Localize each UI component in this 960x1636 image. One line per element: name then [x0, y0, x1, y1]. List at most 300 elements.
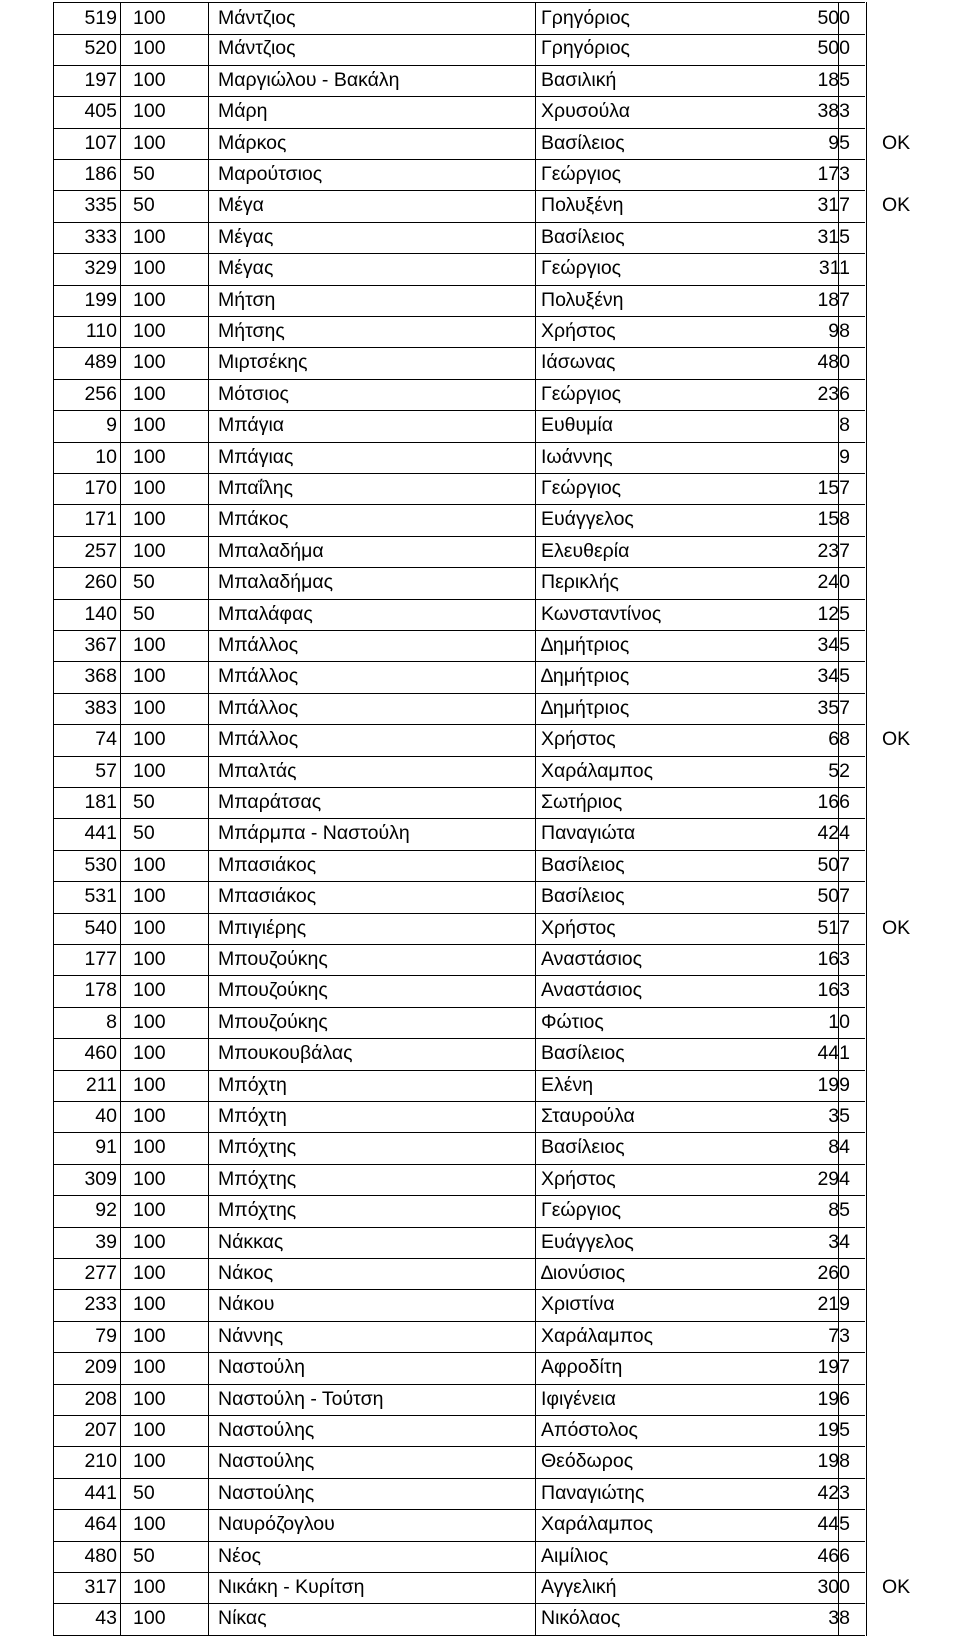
surname-cell: Μαρούτσιος: [218, 163, 323, 185]
amount-cell: 38: [828, 1607, 850, 1630]
share-value-cell: 100: [133, 7, 166, 29]
row-number-cell: 177: [84, 948, 117, 970]
given-name-cell: Ευάγγελος: [541, 508, 634, 531]
share-value-cell: 100: [133, 1073, 166, 1096]
ok-flag-cell: [882, 1384, 942, 1415]
amount-cell: 219: [817, 1293, 850, 1316]
ok-flag-cell: OK: [882, 131, 911, 154]
amount-cell: 166: [817, 791, 850, 813]
ok-flag-cell: [882, 975, 942, 1006]
share-value-cell: 100: [133, 477, 166, 499]
amount-cell: 195: [817, 1419, 850, 1441]
ok-flag-cell: [882, 1007, 942, 1038]
ok-flag-cell: [882, 1101, 942, 1132]
ok-flag-cell: [882, 756, 942, 787]
amount-cell: 10: [828, 1010, 850, 1033]
amount-cell: 237: [817, 539, 850, 562]
ok-flag-cell: [882, 159, 942, 190]
given-name-cell: Ελένη: [541, 1073, 594, 1096]
table-row: [53, 693, 865, 725]
table-row: [53, 1415, 865, 1447]
table-row: [53, 347, 865, 379]
row-number-cell: 207: [84, 1419, 117, 1441]
share-value-cell: 50: [133, 1481, 155, 1504]
row-number-cell: 92: [95, 1199, 117, 1222]
given-name-cell: Σταυρούλα: [541, 1105, 635, 1127]
ok-flag-cell: [882, 1541, 942, 1572]
table-row: [53, 190, 911, 222]
share-value-cell: 100: [133, 696, 166, 719]
amount-cell: 507: [817, 853, 850, 876]
ok-flag-cell: [882, 379, 942, 410]
row-number-cell: 405: [84, 100, 117, 123]
amount-cell: 163: [817, 948, 850, 970]
ok-flag-cell: [882, 850, 942, 881]
column-divider: [838, 2, 839, 1636]
ok-flag-cell: [882, 944, 942, 975]
table-row: [53, 724, 911, 756]
amount-cell: 196: [817, 1387, 850, 1410]
row-number-cell: 57: [95, 759, 117, 782]
table-row: [53, 1509, 865, 1541]
given-name-cell: Γεώργιος: [541, 1199, 622, 1222]
surname-cell: Μπόχτης: [218, 1167, 297, 1190]
table-row: [53, 599, 865, 631]
ok-flag-cell: [882, 473, 942, 504]
row-number-cell: 186: [84, 163, 117, 185]
share-value-cell: 100: [133, 351, 166, 374]
surname-cell: Μπαΐλης: [218, 477, 294, 499]
row-number-cell: 208: [84, 1387, 117, 1410]
row-number-cell: 309: [84, 1167, 117, 1190]
share-value-cell: 100: [133, 382, 166, 405]
share-value-cell: 100: [133, 1576, 166, 1598]
row-number-cell: 91: [95, 1136, 117, 1159]
given-name-cell: Ιάσωνας: [541, 351, 616, 374]
table-row: [53, 536, 865, 568]
given-name-cell: Γεώργιος: [541, 382, 622, 405]
given-name-cell: ∆ημήτριος: [541, 634, 630, 656]
table-row: [53, 379, 865, 411]
share-value-cell: 100: [133, 68, 166, 91]
surname-cell: Νάννης: [218, 1324, 284, 1347]
surname-cell: Μπάρμπα - Ναστούλη: [218, 822, 410, 845]
row-number-cell: 43: [95, 1607, 117, 1630]
surname-cell: Μότσιος: [218, 382, 289, 405]
amount-cell: 158: [817, 508, 850, 531]
given-name-cell: Πολυξένη: [541, 288, 624, 311]
surname-cell: Μπόχτης: [218, 1136, 297, 1159]
share-value-cell: 100: [133, 1262, 166, 1284]
given-name-cell: Ιωάννης: [541, 445, 613, 468]
row-number-cell: 540: [84, 916, 117, 939]
table-row: [53, 1541, 865, 1573]
given-name-cell: Βασιλική: [541, 68, 617, 91]
share-value-cell: 50: [133, 1544, 155, 1567]
table-row: [53, 1007, 865, 1039]
amount-cell: 157: [817, 477, 850, 499]
surname-cell: Μπάλλος: [218, 665, 299, 688]
amount-cell: 500: [817, 7, 850, 29]
surname-cell: Μπασιάκος: [218, 853, 317, 876]
row-number-cell: 464: [84, 1513, 117, 1536]
surname-cell: Μπάλλος: [218, 728, 299, 751]
amount-cell: 383: [817, 100, 850, 123]
amount-cell: 68: [828, 728, 850, 751]
row-number-cell: 441: [84, 822, 117, 845]
surname-cell: Μπόχτη: [218, 1105, 287, 1127]
given-name-cell: Γρηγόριος: [541, 37, 630, 60]
amount-cell: 423: [817, 1481, 850, 1504]
ok-flag-cell: [882, 33, 942, 64]
surname-cell: Μπόχτη: [218, 1073, 287, 1096]
surname-cell: Μιρτσέκης: [218, 351, 308, 374]
row-number-cell: 531: [84, 885, 117, 908]
given-name-cell: Θεόδωρος: [541, 1450, 634, 1473]
surname-cell: Μπαλτάς: [218, 759, 297, 782]
amount-cell: 84: [828, 1136, 850, 1159]
share-value-cell: 50: [133, 163, 155, 185]
share-value-cell: 100: [133, 445, 166, 468]
row-number-cell: 178: [84, 979, 117, 1002]
table-row: [53, 222, 865, 254]
share-value-cell: 100: [133, 665, 166, 688]
amount-cell: 345: [817, 634, 850, 656]
row-number-cell: 317: [84, 1576, 117, 1598]
given-name-cell: ∆ημήτριος: [541, 665, 630, 688]
row-number-cell: 209: [84, 1356, 117, 1379]
given-name-cell: Κωνσταντίνος: [541, 602, 662, 625]
ok-flag-cell: [882, 442, 942, 473]
surname-cell: Μάρη: [218, 100, 268, 123]
ok-flag-cell: [882, 1321, 942, 1352]
surname-cell: Μπάγιας: [218, 445, 294, 468]
table-row: [53, 913, 911, 945]
share-value-cell: 100: [133, 853, 166, 876]
share-value-cell: 100: [133, 1513, 166, 1536]
table-row: [53, 65, 865, 97]
given-name-cell: Βασίλειος: [541, 1136, 625, 1159]
surname-cell: Νάκκας: [218, 1230, 284, 1253]
row-number-cell: 9: [106, 414, 117, 437]
ok-flag-cell: OK: [882, 916, 911, 939]
share-value-cell: 100: [133, 257, 166, 280]
amount-cell: 35: [828, 1105, 850, 1127]
ok-flag-cell: [882, 1509, 942, 1540]
given-name-cell: Ελευθερία: [541, 539, 630, 562]
row-number-cell: 79: [95, 1324, 117, 1347]
row-number-cell: 480: [84, 1544, 117, 1567]
share-value-cell: 100: [133, 414, 166, 437]
table-row: [53, 33, 865, 65]
ok-flag-cell: [882, 1195, 942, 1226]
given-name-cell: Παναγιώτα: [541, 822, 636, 845]
given-name-cell: ∆ιονύσιος: [541, 1262, 626, 1284]
share-value-cell: 100: [133, 288, 166, 311]
ok-flag-cell: [882, 630, 942, 661]
surname-cell: Μπουζούκης: [218, 979, 328, 1002]
surname-cell: Μπάκος: [218, 508, 289, 531]
ok-flag-cell: [882, 410, 942, 441]
surname-cell: Ναστούλης: [218, 1450, 315, 1473]
table-row: [53, 1101, 865, 1133]
table-row: [53, 567, 865, 599]
given-name-cell: Βασίλειος: [541, 853, 625, 876]
ok-flag-cell: [882, 1164, 942, 1195]
share-value-cell: 100: [133, 539, 166, 562]
table-row: [53, 756, 865, 788]
given-name-cell: Ευάγγελος: [541, 1230, 634, 1253]
table-row: [53, 1384, 865, 1416]
amount-cell: 480: [817, 351, 850, 374]
ok-flag-cell: [882, 1227, 942, 1258]
amount-cell: 466: [817, 1544, 850, 1567]
table-row: [53, 253, 865, 285]
row-number-cell: 489: [84, 351, 117, 374]
ok-flag-cell: [882, 599, 942, 630]
row-number-cell: 441: [84, 1481, 117, 1504]
table-row: [53, 1321, 865, 1353]
table-row: [53, 2, 865, 35]
row-number-cell: 335: [84, 194, 117, 217]
given-name-cell: Χαράλαμπος: [541, 759, 654, 782]
amount-cell: 240: [817, 571, 850, 594]
ok-flag-cell: OK: [882, 194, 911, 217]
table-row: [53, 975, 865, 1007]
surname-cell: Μαργιώλου - Βακάλη: [218, 68, 400, 91]
share-value-cell: 100: [133, 131, 166, 154]
ok-flag-cell: [882, 96, 942, 127]
surname-cell: Μήτση: [218, 288, 276, 311]
given-name-cell: Χαράλαμπος: [541, 1324, 654, 1347]
row-number-cell: 530: [84, 853, 117, 876]
amount-cell: 9: [839, 445, 850, 468]
surname-cell: Νάκος: [218, 1262, 274, 1284]
table-row: [53, 128, 911, 160]
table-row: [53, 159, 865, 191]
table-row: [53, 316, 865, 348]
share-value-cell: 100: [133, 1105, 166, 1127]
ok-flag-cell: [882, 881, 942, 912]
row-number-cell: 8: [106, 1010, 117, 1033]
amount-cell: 73: [828, 1324, 850, 1347]
amount-cell: 8: [839, 414, 850, 437]
table-row: [53, 1195, 865, 1227]
row-number-cell: 197: [84, 68, 117, 91]
row-number-cell: 40: [95, 1105, 117, 1127]
amount-cell: 294: [817, 1167, 850, 1190]
share-value-cell: 100: [133, 885, 166, 908]
column-divider: [535, 2, 536, 1636]
amount-cell: 357: [817, 696, 850, 719]
table-row: [53, 1070, 865, 1102]
table-row: [53, 442, 865, 474]
given-name-cell: Σωτήριος: [541, 791, 623, 813]
share-value-cell: 100: [133, 634, 166, 656]
row-number-cell: 74: [95, 728, 117, 751]
share-value-cell: 50: [133, 822, 155, 845]
amount-cell: 500: [817, 37, 850, 60]
given-name-cell: Περικλής: [541, 571, 619, 594]
surname-cell: Μέγας: [218, 257, 274, 280]
ok-flag-cell: [882, 818, 942, 849]
share-value-cell: 100: [133, 100, 166, 123]
surname-cell: Ναυρόζογλου: [218, 1513, 335, 1536]
surname-cell: Ναστούλη: [218, 1356, 305, 1379]
ok-flag-cell: [882, 567, 942, 598]
table-row: [53, 850, 865, 882]
share-value-cell: 100: [133, 728, 166, 751]
row-number-cell: 10: [95, 445, 117, 468]
row-number-cell: 170: [84, 477, 117, 499]
table-row: [53, 504, 865, 536]
row-number-cell: 368: [84, 665, 117, 688]
column-divider: [120, 2, 121, 1636]
given-name-cell: Γεώργιος: [541, 257, 622, 280]
amount-cell: 441: [817, 1042, 850, 1065]
amount-cell: 197: [817, 1356, 850, 1379]
table-row: [53, 410, 865, 442]
row-number-cell: 520: [84, 37, 117, 60]
given-name-cell: Αναστάσιος: [541, 979, 643, 1002]
amount-cell: 187: [817, 288, 850, 311]
surname-cell: Μάντζιος: [218, 37, 296, 60]
amount-cell: 517: [817, 916, 850, 939]
given-name-cell: Βασίλειος: [541, 131, 625, 154]
amount-cell: 199: [817, 1073, 850, 1096]
surname-cell: Ναστούλης: [218, 1419, 315, 1441]
surname-cell: Μπιγιέρης: [218, 916, 307, 939]
share-value-cell: 100: [133, 508, 166, 531]
given-name-cell: Πολυξένη: [541, 194, 624, 217]
given-name-cell: Γρηγόριος: [541, 7, 630, 29]
amount-cell: 85: [828, 1199, 850, 1222]
row-number-cell: 277: [84, 1262, 117, 1284]
ok-flag-cell: [882, 285, 942, 316]
ok-flag-cell: [882, 536, 942, 567]
given-name-cell: Φώτιος: [541, 1010, 604, 1033]
ok-flag-cell: [882, 1132, 942, 1163]
share-value-cell: 100: [133, 1450, 166, 1473]
ok-flag-cell: [882, 693, 942, 724]
given-name-cell: Αγγελική: [541, 1576, 617, 1598]
amount-cell: 125: [817, 602, 850, 625]
row-number-cell: 383: [84, 696, 117, 719]
share-value-cell: 100: [133, 320, 166, 342]
table-row: [53, 1132, 865, 1164]
row-number-cell: 110: [85, 320, 117, 342]
share-value-cell: 100: [133, 225, 166, 248]
share-value-cell: 100: [133, 1387, 166, 1410]
ok-flag-cell: [882, 1478, 942, 1509]
table-row: [53, 787, 865, 819]
ok-flag-cell: [882, 65, 942, 96]
row-number-cell: 211: [85, 1073, 117, 1096]
share-value-cell: 50: [133, 571, 155, 594]
table-row: [53, 285, 865, 317]
row-number-cell: 233: [84, 1293, 117, 1316]
table-row: [53, 630, 865, 662]
given-name-cell: Αφροδίτη: [541, 1356, 623, 1379]
surname-cell: Μπόχτης: [218, 1199, 297, 1222]
amount-cell: 173: [817, 163, 850, 185]
given-name-cell: Χρήστος: [541, 1167, 616, 1190]
amount-cell: 236: [817, 382, 850, 405]
ok-flag-cell: [882, 1289, 942, 1320]
table-row: [53, 661, 865, 693]
amount-cell: 260: [817, 1262, 850, 1284]
share-value-cell: 100: [133, 1199, 166, 1222]
table-row: [53, 1289, 865, 1321]
table-row: [53, 1478, 865, 1510]
surname-cell: Μάντζιος: [218, 7, 296, 29]
ok-flag-cell: [882, 661, 942, 692]
surname-cell: Μέγα: [218, 194, 264, 217]
given-name-cell: Χρήστος: [541, 916, 616, 939]
row-number-cell: 329: [84, 257, 117, 280]
amount-cell: 52: [828, 759, 850, 782]
table-row: [53, 1164, 865, 1196]
given-name-cell: Αναστάσιος: [541, 948, 643, 970]
surname-cell: Νέος: [218, 1544, 262, 1567]
given-name-cell: Χαράλαμπος: [541, 1513, 654, 1536]
row-number-cell: 107: [84, 131, 117, 154]
ok-flag-cell: [882, 1446, 942, 1477]
share-value-cell: 50: [133, 602, 155, 625]
share-value-cell: 50: [133, 194, 155, 217]
share-value-cell: 100: [133, 1230, 166, 1253]
row-number-cell: 257: [84, 539, 117, 562]
given-name-cell: Ευθυμία: [541, 414, 614, 437]
given-name-cell: Νικόλαος: [541, 1607, 621, 1630]
surname-cell: Νίκας: [218, 1607, 267, 1630]
column-divider: [208, 2, 209, 1636]
share-value-cell: 100: [133, 1293, 166, 1316]
ok-flag-cell: [882, 253, 942, 284]
amount-cell: 34: [828, 1230, 850, 1253]
surname-cell: Ναστούλη - Τούτση: [218, 1387, 384, 1410]
table-row: [53, 1227, 865, 1259]
amount-cell: 507: [817, 885, 850, 908]
ok-flag-cell: [882, 1352, 942, 1383]
row-number-cell: 39: [95, 1230, 117, 1253]
row-number-cell: 171: [84, 508, 117, 531]
surname-cell: Μπουκουβάλας: [218, 1042, 353, 1065]
surname-cell: Μπαράτσας: [218, 791, 322, 813]
share-value-cell: 100: [133, 1419, 166, 1441]
given-name-cell: Γεώργιος: [541, 163, 622, 185]
share-value-cell: 100: [133, 1356, 166, 1379]
amount-cell: 315: [817, 225, 850, 248]
share-value-cell: 100: [133, 1042, 166, 1065]
table-row: [53, 944, 865, 976]
ok-flag-cell: [882, 1603, 942, 1634]
ok-flag-cell: OK: [882, 1576, 911, 1598]
surname-cell: Μπουζούκης: [218, 1010, 328, 1033]
share-value-cell: 100: [133, 37, 166, 60]
given-name-cell: Βασίλειος: [541, 1042, 625, 1065]
ok-flag-cell: [882, 1038, 942, 1069]
table-row: [53, 818, 865, 850]
share-value-cell: 100: [133, 1167, 166, 1190]
given-name-cell: Βασίλειος: [541, 885, 625, 908]
amount-cell: 300: [817, 1576, 850, 1598]
given-name-cell: Βασίλειος: [541, 225, 625, 248]
column-divider: [53, 2, 54, 1636]
ok-flag-cell: [882, 316, 942, 347]
surname-cell: Μπασιάκος: [218, 885, 317, 908]
surname-cell: Μπαλαδήμα: [218, 539, 324, 562]
